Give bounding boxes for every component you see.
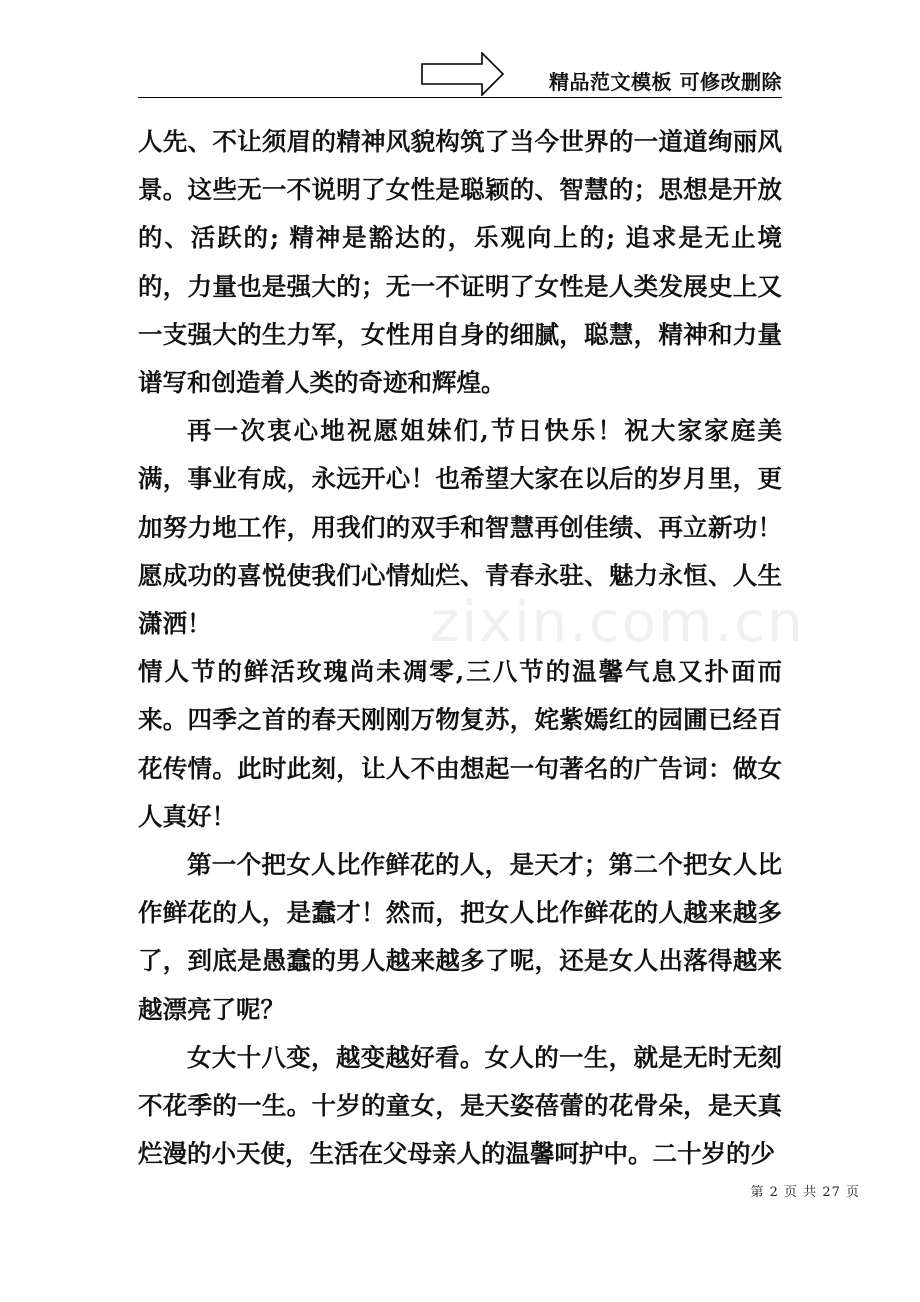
page-header — [138, 48, 782, 98]
paragraph: 女大十八变，越变越好看。女人的一生，就是无时无刻不花季的一生。十岁的童女，是天姿蓓蕾的花骨朵，是天真烂漫的小天使，生活在父母亲人的温馨呵护中。二十岁的少 — [138, 1042, 782, 1169]
right-arrow-icon — [421, 52, 505, 96]
watermark: zixin.com.cn — [430, 590, 805, 655]
paragraph: 情人节的鲜活玫瑰尚未凋零,三八节的温馨气息又扑面而来。四季之首的春天刚刚万物复苏，姹紫嫣红的园圃已经百花传情。此时此刻，让人不由想起一句著名的广告词：做女人真好！ — [138, 657, 782, 831]
paragraph: 人先、不让须眉的精神风貌构筑了当今世界的一道道绚丽风景。这些无一不说明了女性是聪颖的、智慧的；思想是开放的、活跃的; 精神是豁达的，乐观向上的; 追求是无止境的，力量也是强大的；无一不证明了女性是人类发展史上又一支强大的生力军，女性用自身的细腻，聪慧，精神和力量谱写和创造着人类的奇迹和辉煌。 — [138, 127, 782, 398]
paragraph: 再一次衷心地祝愿姐妹们,节日快乐！祝大家家庭美满，事业有成，永远开心！也希望大家在以后的岁月里，更加努力地工作，用我们的双手和智慧再创佳绩、再立新功！愿成功的喜悦使我们心情灿烂、青春永驻、魅力永恒、人生潇洒！ — [138, 416, 782, 639]
header-rule — [138, 97, 782, 98]
document-body — [138, 118, 782, 1178]
page-number: 第 2 页 共 27 页 — [750, 1185, 860, 1200]
header-title: 精品范文模板 可修改删除 — [549, 70, 782, 94]
paragraph: 第一个把女人比作鲜花的人，是天才；第二个把女人比作鲜花的人，是蠢才！然而，把女人比作鲜花的人越来越多了，到底是愚蠢的男人越来越多了呢，还是女人出落得越来越漂亮了呢？ — [138, 850, 782, 1024]
